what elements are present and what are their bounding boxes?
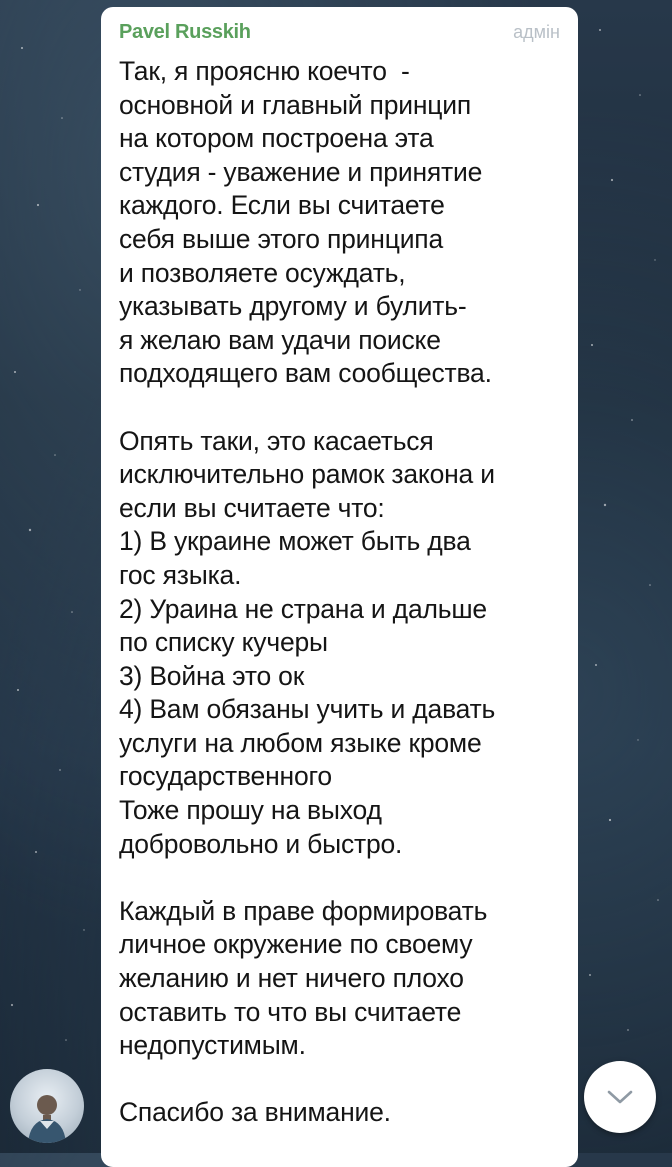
chevron-down-icon [602, 1085, 638, 1109]
message-header [119, 21, 562, 51]
sender-avatar[interactable] [10, 1069, 84, 1143]
message-bubble[interactable] [101, 7, 578, 1167]
scroll-down-button[interactable] [584, 1061, 656, 1133]
sender-name[interactable]: Pavel Russkih [119, 21, 251, 43]
user-avatar-photo-icon [10, 1069, 84, 1143]
admin-role-label: адмін [513, 22, 560, 42]
message-text: Так, я проясню коечто - основной и главный принцип на котором построена эта студия - уважение и принятие каждого. Если вы считаете себя выше этого принципа и позволяете осуждать, указывать другому и булить- я желаю вам удачи поиске подходящего вам сообщества. Опять таки, это касаеться исключительно рамок закона и если вы считаете что: 1) В украине может быть два гос языка. 2) Ураина не страна и дальше по списку кучеры 3) Война это ок 4) Вам обязаны учить и давать услуги на любом языке кроме государственного Тоже прошу на выход добровольно и быстро. Каждый в праве формировать личное окружение по своему желанию и нет ничего плохо оставить то что вы считаете недопустимым. Спасибо за внимание. [119, 56, 496, 1128]
